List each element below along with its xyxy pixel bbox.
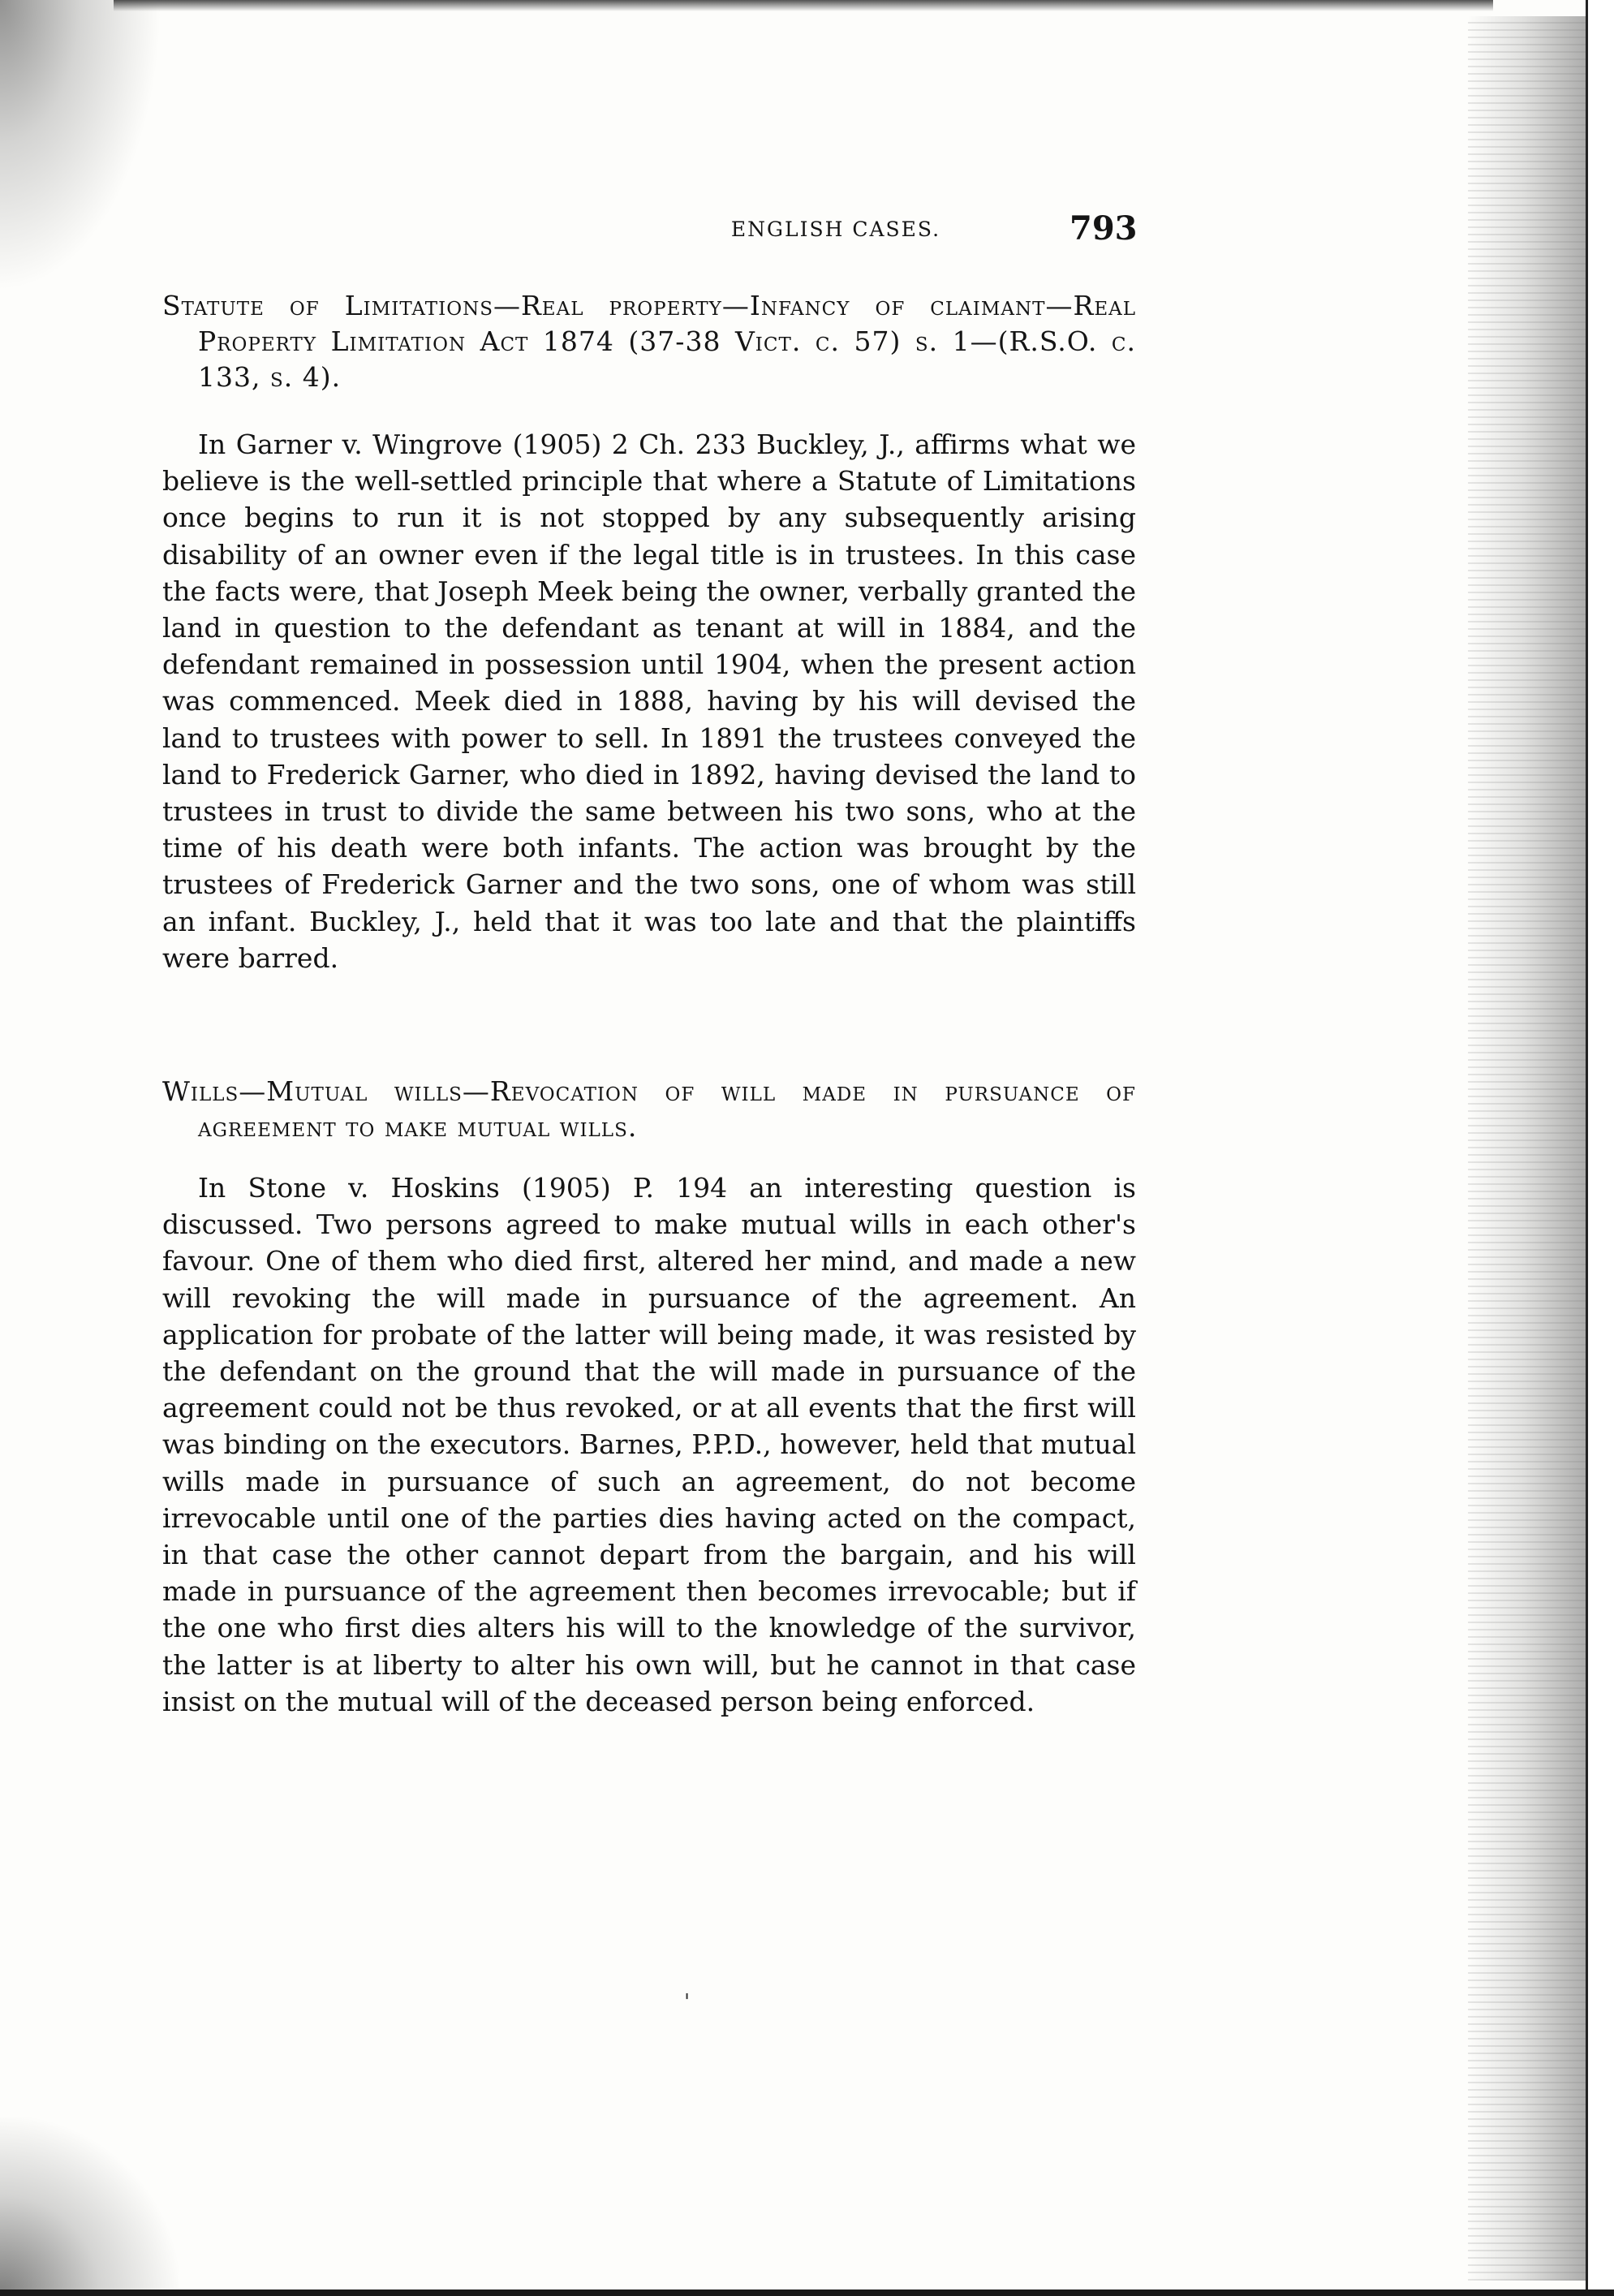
scan-shadow-bottom-left: [0, 2117, 179, 2296]
page-number: 793: [1070, 209, 1138, 248]
case-section-mutual-wills: [162, 1074, 1136, 1720]
case-section-statute-of-limitations: [162, 288, 1136, 976]
running-head: ENGLISH CASES.: [730, 218, 941, 241]
case-paragraph: In Stone v. Hoskins (1905) P. 194 an interesting question is discussed. Two persons agreed to make mutual wills in each other's favour. One of them who died first, altered her mind, and made a new will revoking the will made in pursuance of the agreement. An application for probate of the latter will being made, it was resisted by the defendant on the ground that the will made in pursuance of the agreement could not be thus revoked, or at all events that the first will was binding on the executors. Barnes, P.P.D., however, held that mutual wills made in pursuance of such an agreement, do not become irrevocable until one of the parties dies having acted on the compact, in that case the other cannot depart from the bargain, and his will made in pursuance of the agreement then becomes irrevocable; but if the one who first dies alters his will to the knowledge of the survivor, the latter is at liberty to alter his own will, but he cannot in that case insist on the mutual will of the deceased person being enforced.: [162, 1172, 1136, 1717]
scan-edge-top: [114, 0, 1493, 11]
stray-ink-mark: ': [684, 1990, 691, 2014]
case-paragraph: In Garner v. Wingrove (1905) 2 Ch. 233 Buckley, J., affirms what we believe is the well-settled principle that where a Statute of Limitations once begins to run it is not stopped by any subsequently arising disability of an owner even if the legal title is in trustees. In this case the facts were, that Joseph Meek being the owner, verbally granted the land in question to the defendant as tenant at will in 1884, and the defendant remained in possession until 1904, when the present action was commenced. Meek died in 1888, having by his will devised the land to trustees with power to sell. In 1891 the trustees conveyed the land to Frederick Garner, who died in 1892, having devised the land to trustees in trust to divide the same between his two sons, who at the time of his death were both infants. The action was brought by the trustees of Frederick Garner and the two sons, one of whom was still an infant. Buckley, J., held that it was too late and that the plaintiffs were barred.: [162, 429, 1136, 974]
scan-edge-bottom: [0, 2290, 1614, 2296]
case-heading: Statute of Limitations—Real property—Infancy of claimant—Real Property Limitation Act 1874 (37-38 Vict. c. 57) s. 1—(R.S.O. c. 133, s. 4).: [162, 290, 1136, 393]
scan-shadow-top-left: [0, 0, 162, 292]
scan-edge-right: [1586, 0, 1614, 2296]
case-heading: Wills—Mutual wills—Revocation of will made in pursuance of agreement to make mutual wills.: [162, 1075, 1136, 1143]
scan-noise-right-margin: [1468, 16, 1590, 2281]
